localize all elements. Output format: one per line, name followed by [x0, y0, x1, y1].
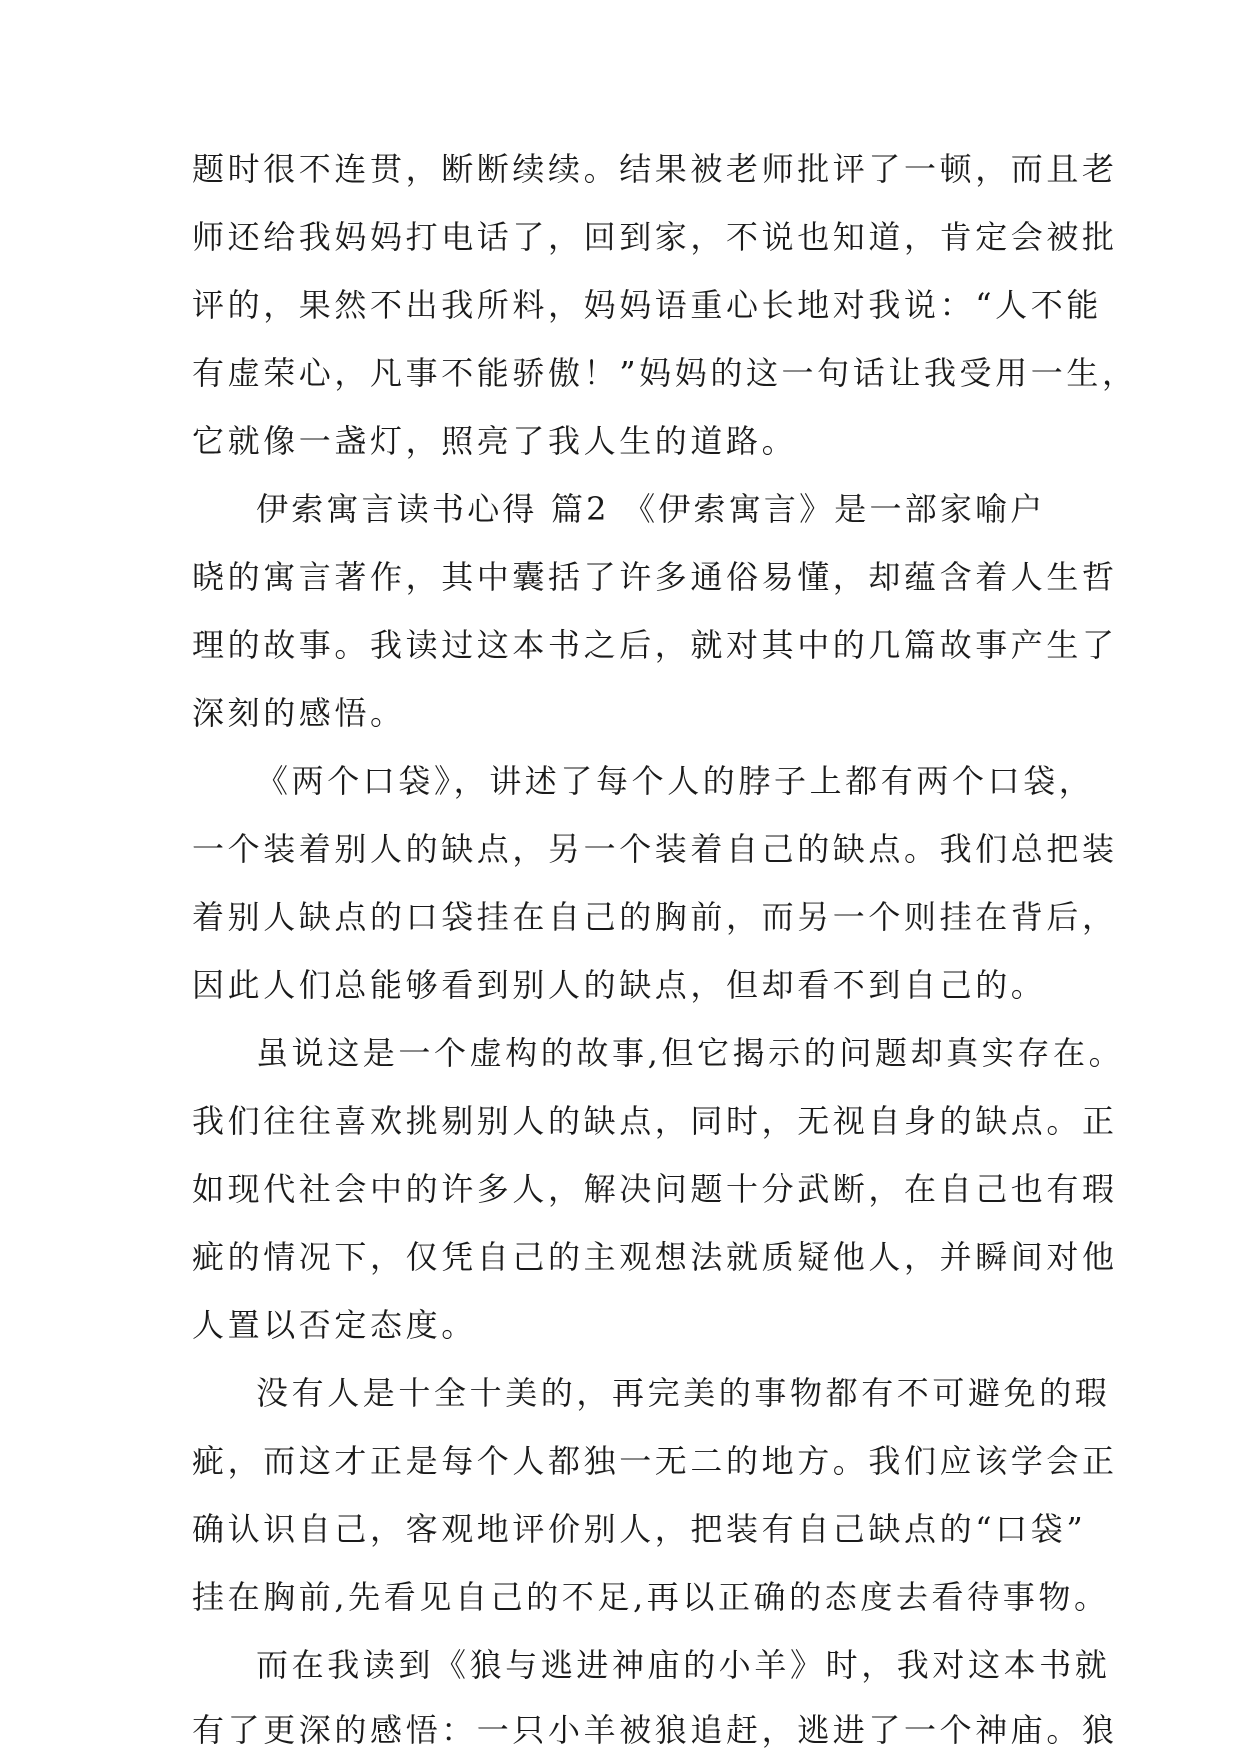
text-line: 疵的情况下，仅凭自己的主观想法就质疑他人，并瞬间对他: [192, 1238, 1118, 1276]
text-line: 理的故事。我读过这本书之后，就对其中的几篇故事产生了: [192, 626, 1118, 664]
paragraph-start-line: 而在我读到《狼与逃进神庙的小羊》时，我对这本书就: [256, 1646, 1111, 1684]
text-line: 它就像一盏灯，照亮了我人生的道路。: [192, 422, 798, 460]
text-line: 有了更深的感悟：一只小羊被狼追赶，逃进了一个神庙。狼: [192, 1711, 1118, 1749]
text-line: 评的，果然不出我所料，妈妈语重心长地对我说：“人不能: [192, 286, 1102, 324]
text-line: 挂在胸前,先看见自己的不足,再以正确的态度去看待事物。: [192, 1578, 1110, 1616]
text-line: 确认识自己，客观地评价别人，把装有自己缺点的“口袋”: [192, 1510, 1087, 1548]
text-line: 人置以否定态度。: [192, 1306, 477, 1344]
section-heading-line: 伊索寓言读书心得 篇2 《伊索寓言》是一部家喻户: [256, 490, 1046, 528]
text-line: 如现代社会中的许多人，解决问题十分武断，在自己也有瑕: [192, 1170, 1118, 1208]
text-line: 题时很不连贯，断断续续。结果被老师批评了一顿，而且老: [192, 150, 1118, 188]
text-line: 师还给我妈妈打电话了，回到家，不说也知道，肯定会被批: [192, 218, 1118, 256]
paragraph-start-line: 《两个口袋》，讲述了每个人的脖子上都有两个口袋，: [256, 762, 1095, 800]
text-line: 晓的寓言著作，其中囊括了许多通俗易懂，却蕴含着人生哲: [192, 558, 1118, 596]
text-line: 深刻的感悟。: [192, 694, 406, 732]
text-line: 一个装着别人的缺点，另一个装着自己的缺点。我们总把装: [192, 830, 1118, 868]
text-line: 疵，而这才正是每个人都独一无二的地方。我们应该学会正: [192, 1442, 1118, 1480]
text-line: 我们往往喜欢挑剔别人的缺点，同时，无视自身的缺点。正: [192, 1102, 1118, 1140]
paragraph-start-line: 没有人是十全十美的，再完美的事物都有不可避免的瑕: [256, 1374, 1111, 1412]
text-line: 着别人缺点的口袋挂在自己的胸前，而另一个则挂在背后，: [192, 898, 1118, 936]
paragraph-start-line: 虽说这是一个虚构的故事,但它揭示的问题却真实存在。: [256, 1034, 1125, 1072]
text-line: 因此人们总能够看到别人的缺点，但却看不到自己的。: [192, 966, 1047, 1004]
text-line: 有虚荣心，凡事不能骄傲！”妈妈的这一句话让我受用一生，: [192, 354, 1138, 392]
